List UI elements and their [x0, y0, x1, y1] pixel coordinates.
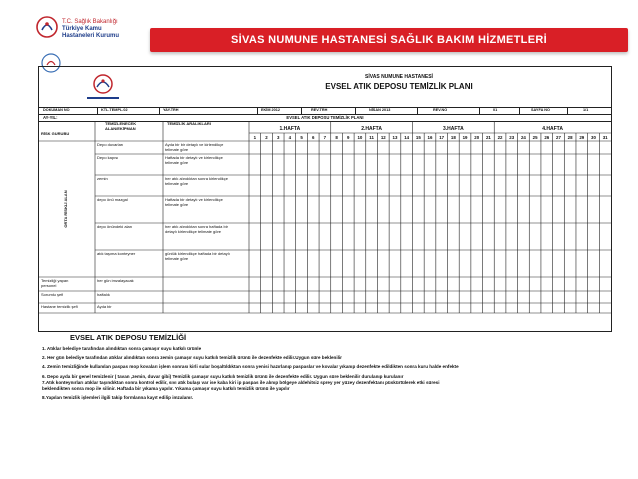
row-interval-label: detaylı kirlendikçe telimate göre — [165, 229, 222, 234]
row-interval-label: Haftada bir detaylı ve kirlendikçe — [165, 155, 223, 160]
rev-date-value: NİSAN 2013 — [369, 108, 391, 112]
row-interval-label: telimate göre — [165, 181, 189, 186]
footer-row-label: Hastane temizlik şefi — [41, 304, 78, 309]
day-number: 20 — [474, 135, 480, 140]
day-number: 26 — [544, 135, 550, 140]
day-number: 12 — [380, 135, 386, 140]
day-number: 27 — [556, 135, 561, 140]
period-label: AY-YIL: — [43, 115, 58, 120]
row-interval-label: telimate göre — [165, 202, 189, 207]
day-number: 21 — [485, 135, 491, 140]
page-header — [22, 12, 608, 46]
week-header: 3.HAFTA — [442, 126, 464, 132]
day-number: 3 — [276, 135, 280, 140]
rev-no-label: REV.NO — [433, 108, 448, 112]
footer-row-value: haftalık — [97, 292, 110, 297]
day-number: 28 — [567, 135, 573, 140]
day-number: 30 — [591, 135, 596, 140]
day-number: 15 — [415, 135, 421, 140]
day-number: 16 — [427, 135, 433, 140]
col-header-risk-group: RİSK GURUBU — [41, 131, 70, 136]
instruction-line: 6. Depo ayda bir genel temizlenir ( tavan ,zemin, duvar gibi) Temizlik çamaşır suyu katkılı temizlik ürünü ile dezenfekte edilir. Uygun süre beklenilir durulanıp kurulanır — [42, 373, 404, 379]
row-area-label: depo önü mazgal — [97, 197, 128, 202]
week-header: 2.HAFTA — [361, 126, 382, 132]
row-area-label: Depo kapısı — [97, 155, 119, 160]
cleaning-plan-form — [38, 66, 612, 332]
footer-row-label: personel — [41, 283, 57, 288]
logo-text-line2: Türkiye Kamu — [62, 26, 102, 32]
row-interval-label: Haftada bir detaylı ve kirlendikçe — [165, 197, 223, 202]
logo-text-ministry: T.C. Sağlık Bakanlığı — [62, 19, 118, 25]
period-title: EVSEL ATIK DEPOSU TEMİZLİK PLANI — [286, 115, 364, 120]
day-number: 18 — [450, 135, 456, 140]
footer-row-label: Sorumlu şefi — [41, 292, 64, 297]
row-interval-label: her atık alındıktan sonra kirlendikçe — [165, 176, 228, 181]
day-number: 11 — [369, 135, 374, 140]
ministry-emblem-icon — [36, 16, 58, 38]
day-number: 10 — [357, 135, 363, 140]
doc-no-label: DOKÜMAN NO — [43, 108, 70, 112]
instruction-line: 1. Atıklar belediye tarafından alındıktan sonra çamaşır suyu katkılı ürünle — [42, 346, 202, 351]
day-number: 25 — [532, 135, 538, 140]
day-number: 24 — [520, 135, 526, 140]
publish-date-value: EKİM 2012 — [261, 108, 280, 112]
form-hospital-name: SİVAS NUMUNE HASTANESİ — [365, 74, 433, 80]
form-header — [39, 67, 611, 108]
row-interval-label: her atık alındıktan sonra haftada bir — [165, 224, 228, 229]
rev-no-value: 01 — [493, 108, 498, 112]
day-number: 14 — [404, 135, 410, 140]
day-number: 4 — [288, 135, 292, 140]
day-number: 1 — [253, 135, 257, 140]
rev-date-label: REV.TRH — [311, 108, 328, 112]
row-interval-label: telimate göre — [165, 160, 189, 165]
day-number: 9 — [347, 135, 350, 140]
footer-row-value: her gün imzalayacak — [97, 278, 134, 283]
instructions-title: EVSEL ATIK DEPOSU TEMİZLİĞİ — [70, 333, 187, 342]
instruction-line: 8.Yapılan temizlik işlemleri ilgili takip formlanna kayıt edilip imzalanır. — [42, 395, 194, 401]
day-number: 23 — [509, 135, 515, 140]
row-area-label: depo önündeki alan — [97, 224, 132, 229]
instructions-section — [40, 333, 610, 401]
form-title: EVSEL ATIK DEPOSU TEMİZLİK PLANI — [325, 82, 473, 91]
day-number: 13 — [392, 135, 398, 140]
day-number: 6 — [311, 135, 315, 140]
instruction-line: 7.Atık konteynırları atıklar taşındıktan sonra kontrol edilir, sıvı atık bulaşı var ise kaba kiri ip paspas ile alınıp bölgeye aldehitsiz sprey yer yüzey dezenfektanı püskürtülerek etki süresi — [42, 379, 440, 385]
schedule-grid — [39, 121, 611, 331]
ministry-logo — [32, 12, 150, 52]
row-area-label: atık taşıma konteyner — [97, 251, 136, 256]
col-header-area: TEMİZLENECEK — [105, 121, 137, 126]
risk-group-label: ORTA RİSKLİ ALAN — [63, 190, 68, 228]
day-number: 8 — [335, 135, 338, 140]
day-number: 22 — [497, 135, 503, 140]
footer-row-value: Ayda bir — [97, 304, 112, 309]
row-interval-label: telimate göre — [165, 256, 189, 261]
row-area-label: zemin — [97, 176, 108, 181]
week-header: 4.HAFTA — [542, 126, 563, 132]
day-number: 29 — [579, 135, 585, 140]
row-interval-label: günlük kirlendikçe haftada bir detaylı — [165, 251, 230, 256]
row-interval-label: Ayda bir bir detaylı ve kirlendikçe — [165, 142, 224, 147]
day-number: 7 — [323, 135, 327, 140]
day-number: 31 — [602, 135, 608, 140]
day-number: 2 — [265, 135, 268, 140]
day-number: 19 — [462, 135, 468, 140]
footer-row-label: Temizliği yapan — [41, 278, 69, 283]
day-number: 17 — [439, 135, 445, 140]
publish-date-label: YAY.TRH — [163, 108, 179, 112]
instruction-line: 2. Her gün belediye tarafından atıklar alındıktan sonra zemin çamaşır suyu katkılı temizlik ürünü ile dezenfekte edilir.Uygun süre beklenilir — [42, 355, 342, 361]
page-no-label: SAYFA NO — [531, 108, 550, 112]
instruction-line: beklendikten sonra mop ile silinir. Haftada bir yıkama yapılır. Yıkama çamaşır suyu katkılı temizlik ürünü ile yapılır — [42, 386, 290, 392]
col-header-interval: TEMİZLİK ARALIKLARI — [167, 121, 211, 126]
row-interval-label: telimate göre — [165, 147, 189, 152]
page-title: SİVAS NUMUNE HASTANESİ SAĞLIK BAKIM HİZMETLERİ — [150, 28, 628, 52]
page-no-value: 1/1 — [583, 108, 589, 112]
week-header: 1.HAFTA — [279, 126, 301, 132]
col-header-area: ALAN/EKİPMAN — [105, 126, 136, 131]
row-area-label: Depo duvarları — [97, 142, 124, 147]
instruction-line: 4. Zemin temizliğinde kullanılan paspas mop kovaları işlem sonrası kirli sular boşaltıldıktan sonra yenisi hazırlanıp paspaslar ve kovalar yıkanıp dezenfekte edildikten sonra kuru halde enfekte — [42, 364, 459, 370]
ministry-logo-icon — [79, 71, 127, 103]
day-number: 5 — [300, 135, 303, 140]
doc-no-value: KTL.TEMPL.02 — [101, 108, 128, 112]
logo-text-line3: Hastaneleri Kurumu — [62, 33, 120, 39]
